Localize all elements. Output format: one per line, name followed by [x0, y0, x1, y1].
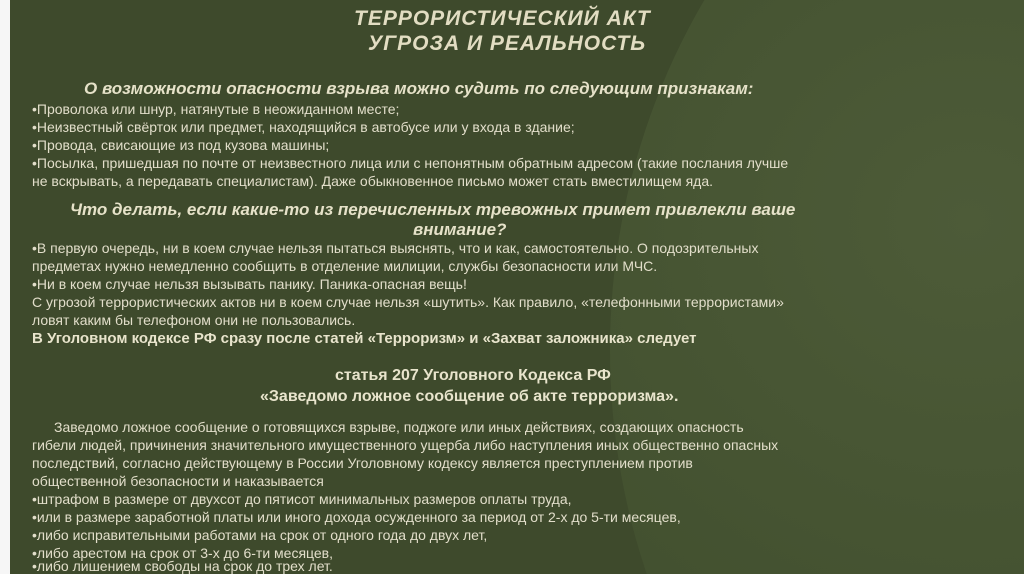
section2-heading-line-2: внимание?	[413, 220, 507, 239]
section1-item: не вскрывать, а передавать специалистам). Даже обыкновенное письмо может стать вместилищем яда.	[32, 173, 713, 189]
article-title-line-2: «Заведомо ложное сообщение об акте терроризма».	[260, 388, 679, 405]
section2-item: ловят каким бы телефоном они не пользовались.	[32, 312, 356, 328]
article-text-line: Заведомо ложное сообщение о готовящихся взрыве, поджоге или иных действиях, создающих опасность	[54, 419, 744, 435]
section2-heading-line-1: Что делать, если какие-то из перечисленных тревожных примет привлекли ваше	[70, 200, 796, 219]
section2-item: С угрозой террористических актов ни в коем случае нельзя «шутить». Как правило, «телефонными террористами»	[32, 294, 784, 310]
article-title-line-1: статья 207 Уголовного Кодекса РФ	[335, 367, 611, 384]
penalty-item: •либо исправительными работами на срок от одного года до двух лет,	[32, 527, 488, 543]
penalty-item: •штрафом в размере от двухсот до пятисот минимальных размеров оплаты труда,	[32, 491, 572, 507]
slide-content	[10, 0, 1024, 574]
section2-item: •В первую очередь, ни в коем случае нельзя пытаться выяснять, что и как, самостоятельно. О подозрительных	[32, 240, 759, 256]
article-text-line: общественной безопасности и наказывается	[32, 473, 324, 489]
section2-item: •Ни в коем случае нельзя вызывать панику. Паника-опасная вещь!	[32, 276, 467, 292]
section1-item: •Неизвестный свёрток или предмет, находящийся в автобусе или у входа в здание;	[32, 119, 575, 135]
penalty-item: •либо лишением свободы на срок до трех лет.	[32, 558, 333, 574]
criminal-code-note: В Уголовном кодексе РФ сразу после статей «Терроризм» и «Захват заложника» следует	[32, 330, 697, 347]
slide-background	[10, 0, 1024, 574]
section1-item: •Проволока или шнур, натянутые в неожиданном месте;	[32, 101, 400, 117]
article-text-line: последствий, согласно действующему в России Уголовному кодексу является преступлением против	[32, 455, 693, 471]
penalty-item: •или в размере заработной платы или иного дохода осужденного за период от 2-х до 5-ти месяцев,	[32, 509, 681, 525]
title-line-1: ТЕРРОРИСТИЧЕСКИЙ АКТ	[354, 7, 651, 30]
section1-item: •Посылка, пришедшая по почте от неизвестного лица или с непонятным обратным адресом (такие послания лучше	[32, 155, 789, 171]
section1-heading: О возможности опасности взрыва можно судить по следующим признакам:	[84, 79, 754, 98]
article-text-line: гибели людей, причинения значительного имущественного ущерба либо наступления иных общественно опасных	[32, 437, 779, 453]
title-line-2: УГРОЗА И РЕАЛЬНОСТЬ	[368, 32, 647, 55]
section2-item: предметах нужно немедленно сообщить в отделение милиции, службы безопасности или МЧС.	[32, 258, 658, 274]
penalty-item: •либо арестом на срок от 3-х до 6-ти месяцев,	[32, 545, 333, 561]
section1-item: •Провода, свисающие из под кузова машины;	[32, 137, 330, 153]
